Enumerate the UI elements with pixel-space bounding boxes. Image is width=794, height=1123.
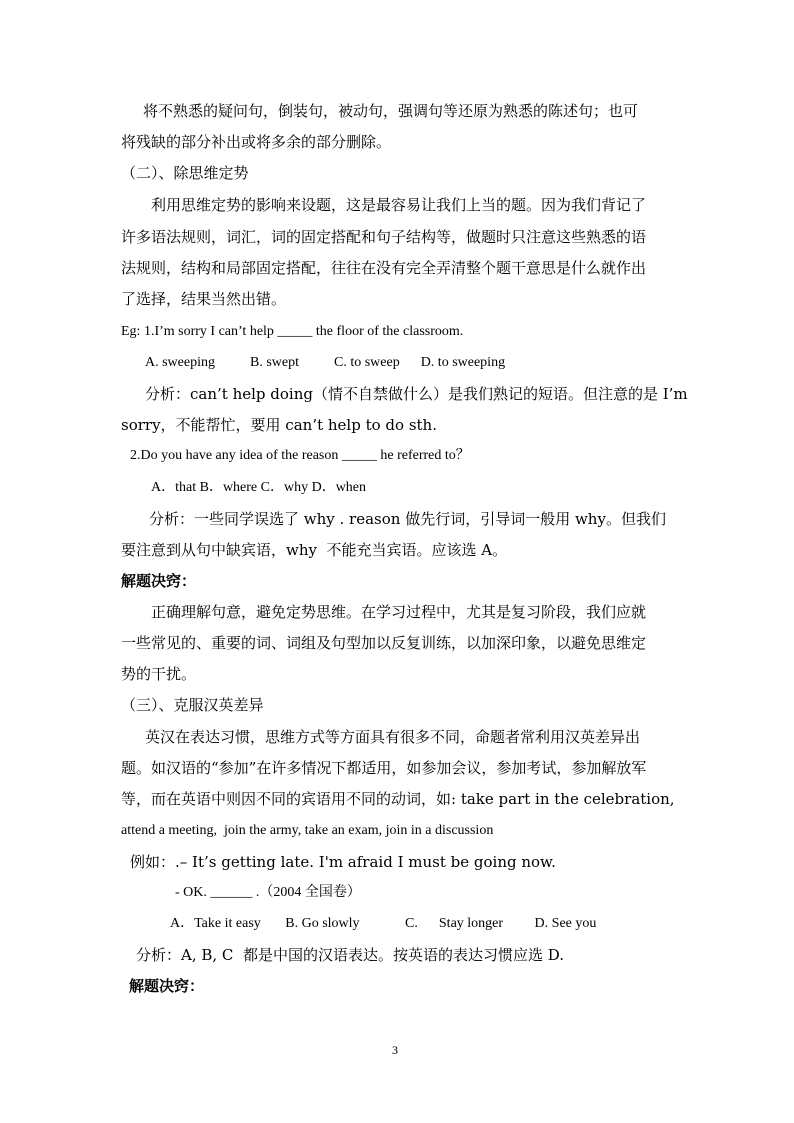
answer-options: A．that B．where C．why D．when <box>151 480 367 495</box>
paragraph-line: attend a meeting, join the army, take an exam, join in a discussion <box>121 823 494 838</box>
section-heading: （三）、克服汉英差异 <box>121 696 264 714</box>
analysis-line: 分析：A, B, C 都是中国的汉语表达。按英语的表达习惯应选 D. <box>136 946 564 964</box>
analysis-line: 要注意到从句中缺宾语，why 不能充当宾语。应该选 A。 <box>121 541 508 559</box>
answer-options: A. sweeping B. swept C. to sweep D. to sweeping <box>145 355 506 370</box>
paragraph-line: 利用思维定势的影响来设题，这是最容易让我们上当的题。因为我们背记了 <box>151 196 647 214</box>
example-response: - OK. ______ .（2004 全国卷） <box>175 885 361 900</box>
analysis-line: sorry，不能帮忙，要用 can’t help to do sth. <box>121 416 437 434</box>
tip-heading: 解题决窍： <box>129 977 205 995</box>
paragraph-line: 将残缺的部分补出或将多余的部分删除。 <box>121 133 392 151</box>
tip-heading: 解题决窍： <box>121 572 197 590</box>
section-heading: （二）、除思维定势 <box>121 164 249 182</box>
paragraph-line: 法规则，结构和局部固定搭配，往往在没有完全弄清整个题干意思是什么就作出 <box>121 259 647 277</box>
paragraph-line: 英汉在表达习惯，思维方式等方面具有很多不同，命题者常利用汉英差异出 <box>145 728 641 746</box>
paragraph-line: 正确理解句意，避免定势思维。在学习过程中，尤其是复习阶段，我们应就 <box>151 603 647 621</box>
paragraph-line: 将不熟悉的疑问句，倒装句，被动句，强调句等还原为熟悉的陈述句；也可 <box>143 102 639 120</box>
answer-options: A．Take it easy B. Go slowly C. Stay longer D. See you <box>170 916 597 931</box>
paragraph-line: 了选择，结果当然出错。 <box>121 290 287 308</box>
paragraph-line: 许多语法规则，词汇，词的固定搭配和句子结构等，做题时只注意这些熟悉的语 <box>121 228 647 246</box>
analysis-line: 分析：一些同学误选了 why . reason 做先行词，引导词一般用 why。但我们 <box>149 510 666 528</box>
paragraph-line: 势的干扰。 <box>121 665 197 683</box>
example-question: 2.Do you have any idea of the reason _____ he referred to？ <box>130 448 470 463</box>
page-number: 3 <box>392 1043 398 1057</box>
analysis-line: 分析：can’t help doing（情不自禁做什么）是我们熟记的短语。但注意的是 I’m <box>145 385 688 403</box>
paragraph-line: 等，而在英语中则因不同的宾语用不同的动词，如: take part in the celebration, <box>121 790 675 808</box>
example-question: Eg: 1.I’m sorry I can’t help _____ the floor of the classroom. <box>121 324 464 339</box>
paragraph-line: 题。如汉语的“参加”在许多情况下都适用，如参加会议，参加考试，参加解放军 <box>121 759 647 777</box>
paragraph-line: 一些常见的、重要的词、词组及句型加以反复训练，以加深印象，以避免思维定 <box>121 634 647 652</box>
example-question: 例如：.– It’s getting late. I'm afraid I must be going now. <box>130 853 556 871</box>
